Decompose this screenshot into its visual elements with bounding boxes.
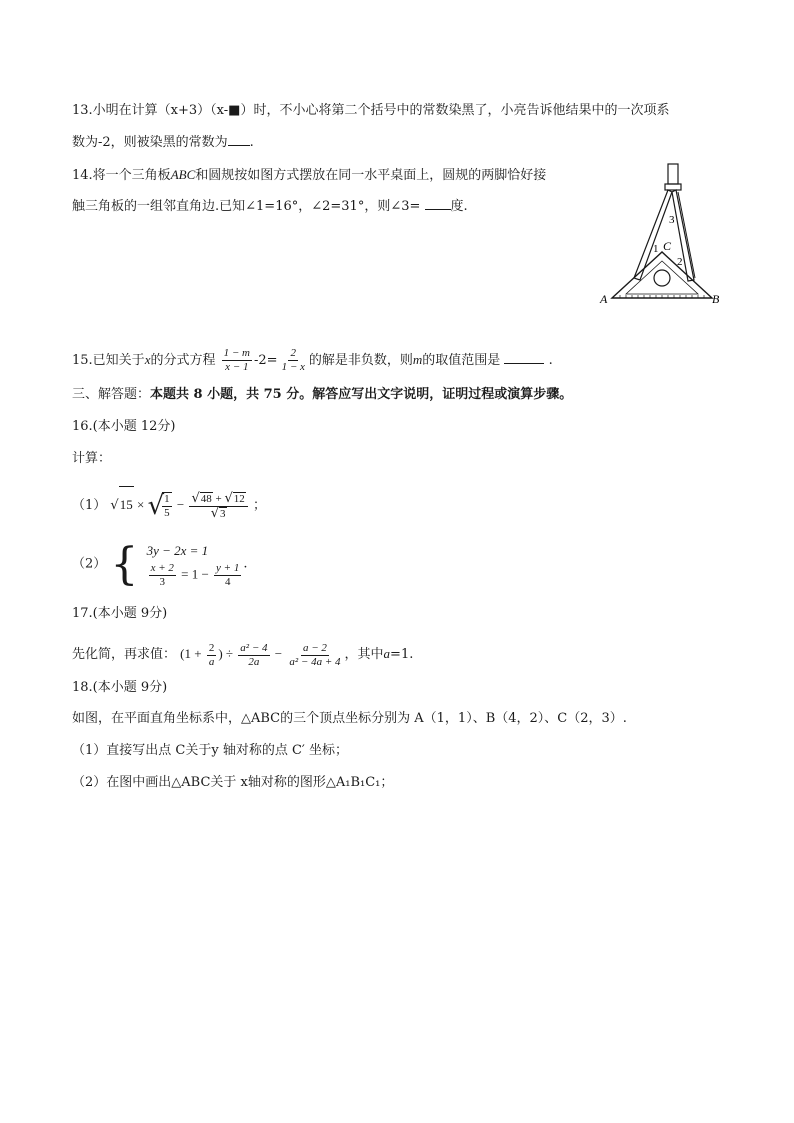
q17-text-b: ，其中 bbox=[344, 647, 384, 662]
triangle-hole bbox=[654, 270, 670, 286]
q14-text-c: 和圆规按如图方式摆放在同一水平桌面上，圆规的两脚恰好接 bbox=[195, 168, 547, 183]
q15-text-mid: -2= bbox=[254, 353, 278, 368]
q15-frac1-den: x − 1 bbox=[225, 361, 249, 373]
q14-line1 bbox=[72, 165, 546, 186]
q17-var-a: a bbox=[383, 646, 391, 661]
q15-period: . bbox=[548, 353, 553, 368]
q16-p2-label: （2） bbox=[72, 556, 107, 572]
q16-p1-label: （1） bbox=[72, 498, 107, 513]
triangle-board bbox=[612, 252, 712, 298]
compass-right-leg bbox=[672, 190, 694, 281]
q15-frac2-den: 1 − x bbox=[281, 361, 305, 373]
label-c: C bbox=[663, 239, 672, 253]
q15-frac2-num: 2 bbox=[290, 347, 296, 359]
q13-text: 数为-2，则被染黑的常数为 bbox=[72, 135, 228, 150]
q14-answer-blank bbox=[425, 209, 451, 210]
q14-unit: 度. bbox=[450, 199, 468, 214]
q13-period: . bbox=[249, 135, 254, 150]
q15-answer-blank bbox=[504, 363, 544, 364]
q17-title: 17.(本小题 9分) bbox=[72, 606, 168, 621]
q14-triangle-name: ABC bbox=[170, 167, 196, 182]
q15-var-m: m bbox=[412, 352, 423, 367]
q18-title: 18.(本小题 9分) bbox=[72, 680, 168, 695]
q16-p2-eq2: $\frac{x + 2}{3}$ = 1 − $\frac{y + 1}{4}$ bbox=[150, 562, 240, 588]
q17-line bbox=[72, 639, 413, 670]
q15-fraction-2 bbox=[280, 347, 307, 374]
q17-text-c: =1. bbox=[390, 647, 414, 662]
q13-line1: 13.小明在计算（x+3）（x-■）时，不小心将第二个括号中的常数染黑了，小亮告诉他结果中的一次项系 bbox=[72, 103, 670, 118]
q17-expression: (1 + $\frac{2}{a}$ ) ÷ $\frac{\text{a² − 4}}{2a}$ − $\frac{a - 2}{\text{a² − 4a + 4}}$ bbox=[180, 641, 341, 668]
q18-line1: 如图，在平面直角坐标系中，△ABC的三个顶点坐标分别为 A（1，1）、B（4，2）、C（2，3）. bbox=[72, 711, 627, 726]
q16-part1 bbox=[72, 486, 266, 524]
q16-p2-eq1: 3y − 2x = 1 bbox=[146, 543, 209, 558]
q15-text-c: 的解是非负数，则 bbox=[308, 353, 413, 368]
q15-fraction-1 bbox=[222, 347, 252, 374]
q16-p2-system bbox=[147, 540, 244, 589]
q16-p1-expression: √15 × √ $\frac{1}{5}$ − $\frac{√48 + √12}{√3}$ bbox=[110, 497, 253, 512]
q15-var-x: x bbox=[144, 352, 151, 367]
q14-text-angles: 触三角板的一组邻直角边.已知∠1=16°，∠2=31°，则∠3= bbox=[72, 199, 421, 214]
q15-frac1-num: 1 − m bbox=[223, 347, 250, 359]
q17-text-a: 先化简，再求值： bbox=[72, 647, 177, 662]
section3-title: 三、解答题： bbox=[72, 387, 151, 402]
angle-2-label: 2 bbox=[677, 256, 683, 268]
q15-text-d: 的取值范围是 bbox=[422, 353, 501, 368]
angle-1-label: 1 bbox=[653, 243, 659, 255]
compass-triangle-figure bbox=[598, 160, 728, 310]
q18-line2: （1）直接写出点 C关于y 轴对称的点 C′ 坐标； bbox=[72, 743, 348, 758]
compass-left-leg bbox=[634, 190, 672, 280]
q13-answer-blank bbox=[228, 145, 250, 146]
q14-text-a: 14.将一个三角板 bbox=[72, 168, 171, 183]
compass-hinge bbox=[665, 184, 681, 190]
angle-3-label: 3 bbox=[669, 214, 675, 226]
q15-text-a: 15.已知关于 bbox=[72, 353, 145, 368]
q16-part2 bbox=[72, 540, 248, 589]
q15-text-b: 的分式方程 bbox=[150, 353, 216, 368]
q13-line2 bbox=[72, 133, 254, 153]
label-b: B bbox=[712, 292, 720, 306]
q16-title: 16.(本小题 12分) bbox=[72, 419, 176, 434]
q15-line bbox=[72, 346, 553, 375]
section3-heading bbox=[72, 385, 572, 405]
q18-line3: （2）在图中画出△ABC关于 x轴对称的图形△A₁B₁C₁； bbox=[72, 775, 394, 790]
q16-p2-brace: { bbox=[110, 538, 139, 590]
q16-p1-end: ； bbox=[253, 498, 267, 513]
label-a: A bbox=[600, 292, 608, 306]
section3-instructions: 本题共 8 小题，共 75 分。解答应写出文字说明，证明过程或演算步骤。 bbox=[150, 387, 573, 402]
q16-prompt: 计算： bbox=[72, 451, 112, 466]
compass-handle bbox=[668, 164, 678, 184]
q14-line2 bbox=[72, 197, 468, 217]
q16-p2-end: . bbox=[243, 556, 248, 572]
